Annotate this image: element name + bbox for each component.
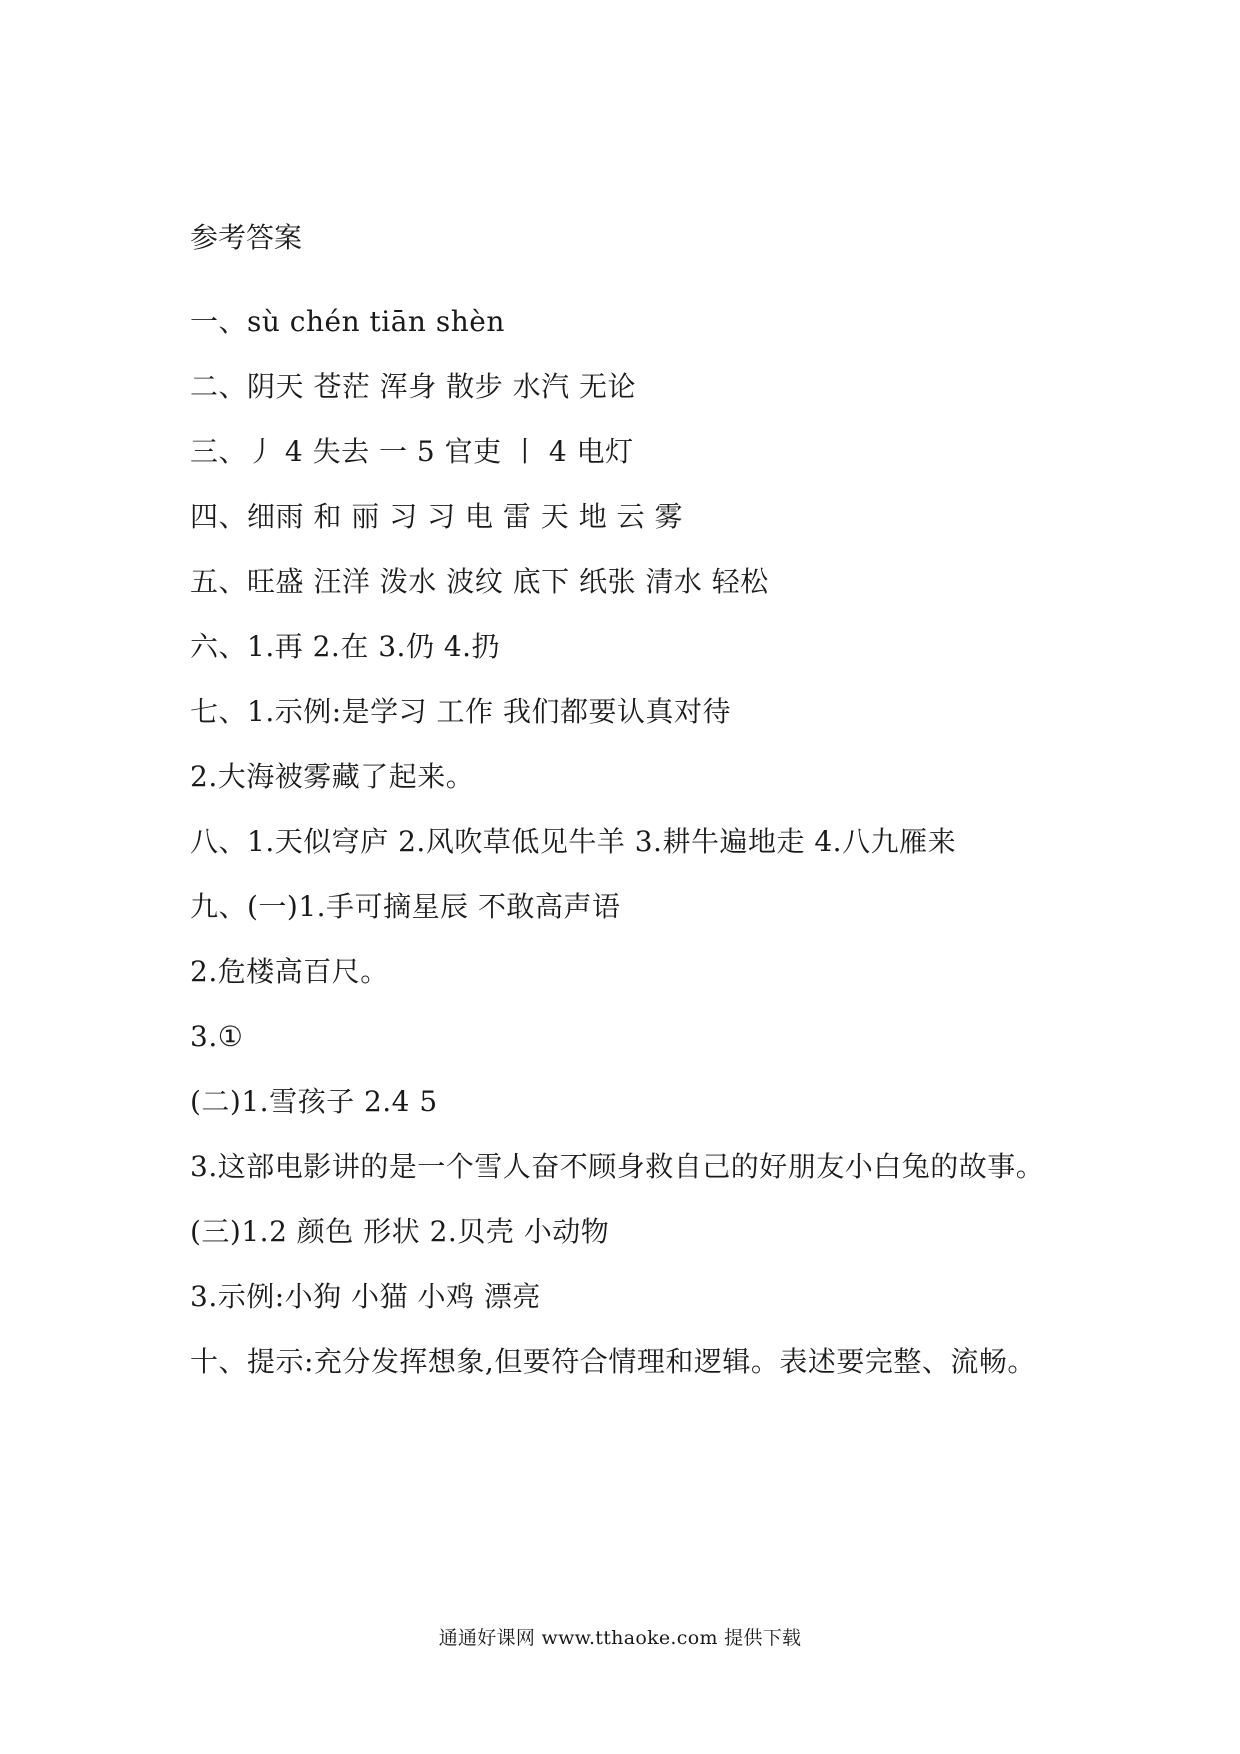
- answer-line-17: 十、提示:充分发挥想象,但要符合情理和逻辑。表述要完整、流畅。: [190, 1345, 1036, 1378]
- answer-line-16: 3.示例:小狗 小猫 小鸡 漂亮: [190, 1280, 541, 1313]
- answer-line-4: 四、细雨 和 丽 习 习 电 雷 天 地 云 雾: [190, 500, 684, 533]
- answer-line-11: 2.危楼高百尺。: [190, 955, 389, 988]
- answer-line-2: 二、阴天 苍茫 浑身 散步 水汽 无论: [190, 370, 637, 403]
- answer-line-12: 3.①: [190, 1020, 244, 1053]
- answer-key-content: [190, 221, 1170, 1394]
- answer-line-15: (三)1.2 颜色 形状 2.贝壳 小动物: [190, 1215, 610, 1248]
- answer-line-6: 六、1.再 2.在 3.仍 4.扔: [190, 630, 501, 663]
- answer-line-3: 三、丿 4 失去 一 5 官吏 丨 4 电灯: [190, 435, 634, 468]
- document-title: 参考答案: [190, 221, 303, 254]
- answer-line-10: 九、(一)1.手可摘星辰 不敢高声语: [190, 890, 621, 923]
- answer-line-14: 3.这部电影讲的是一个雪人奋不顾身救自己的好朋友小白兔的故事。: [190, 1150, 1045, 1183]
- answer-line-8: 2.大海被雾藏了起来。: [190, 760, 475, 793]
- footer-source-note: 通通好课网 www.tthaoke.com 提供下载: [438, 1627, 802, 1649]
- answer-line-9: 八、1.天似穹庐 2.风吹草低见牛羊 3.耕牛遍地走 4.八九雁来: [190, 825, 957, 858]
- answer-line-7: 七、1.示例:是学习 工作 我们都要认真对待: [190, 695, 731, 728]
- answer-line-1: 一、sù chén tiān shèn: [190, 305, 505, 338]
- answer-line-5: 五、旺盛 汪洋 泼水 波纹 底下 纸张 清水 轻松: [190, 565, 769, 598]
- answer-line-13: (二)1.雪孩子 2.4 5: [190, 1085, 438, 1118]
